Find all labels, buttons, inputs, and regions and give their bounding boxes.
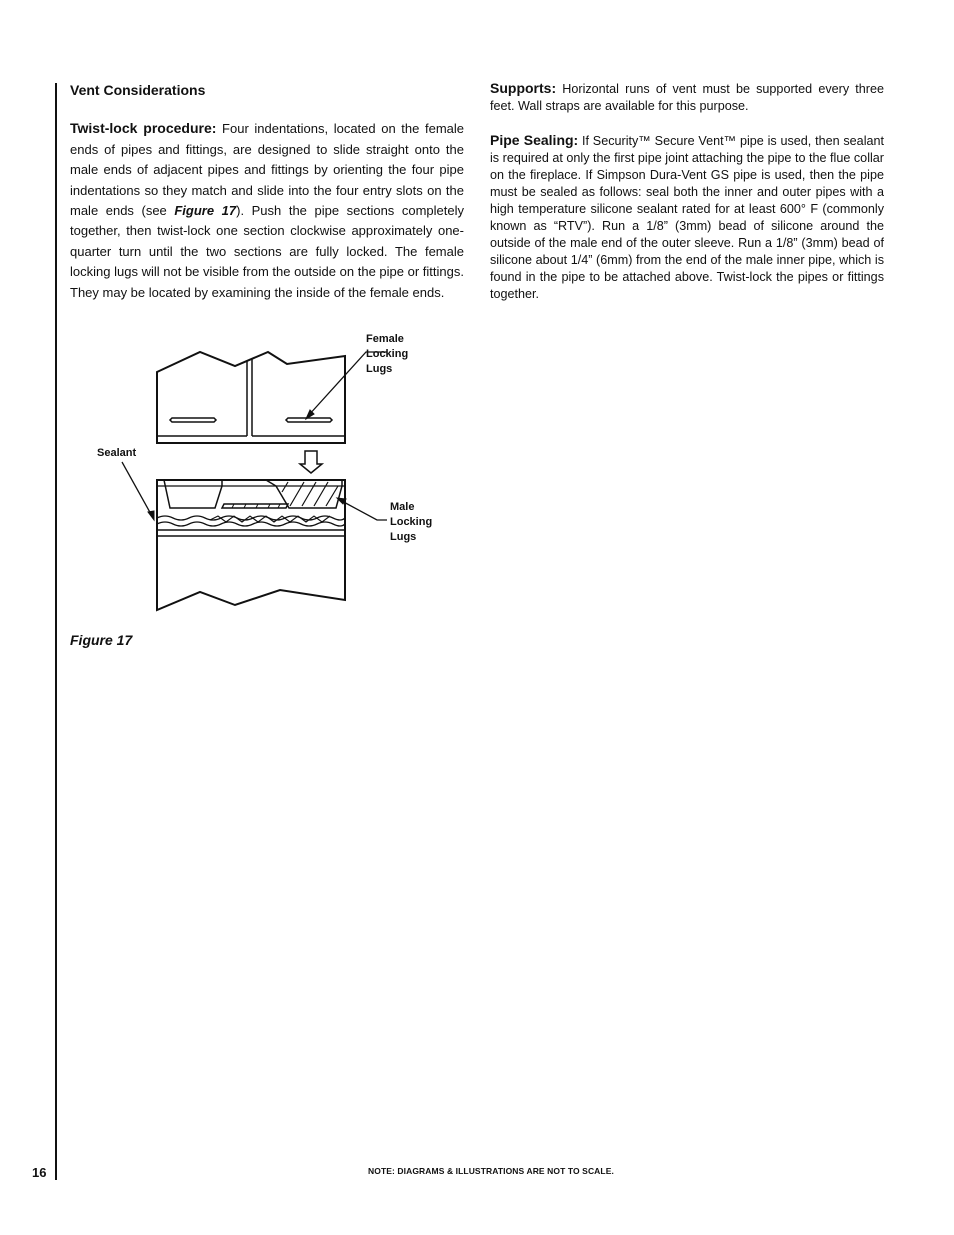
left-column bbox=[70, 80, 464, 303]
twist-lock-text-1: Four indentations, located on the female ends of pipes and fittings, are designed to slide straight onto the male ends of adjacent pipes and fittings by orienting the four pipe indentations so they match and slide into the four entry slots on the male ends (see bbox=[70, 121, 465, 219]
supports-label: Supports: bbox=[490, 80, 557, 96]
female-pipe-section bbox=[157, 352, 345, 443]
leader-sealant-arrow bbox=[148, 511, 154, 520]
sealant-bead-lower bbox=[157, 522, 345, 526]
twist-lock-text-2: ). Push the pipe sections completely together, then twist-lock one section clockwise approximately one-quarter turn until the two sections are fully locked. The female locking lugs will not be visible from the outside on the pipe or fittings. They may be located by examining the inside of the female ends. bbox=[70, 203, 465, 300]
leader-male bbox=[340, 500, 387, 520]
supports-paragraph bbox=[490, 80, 884, 115]
right-column bbox=[490, 80, 884, 303]
pipe-sealing-paragraph bbox=[490, 132, 884, 303]
supports-text: Horizontal runs of vent must be supported every three feet. Wall straps are available for this purpose. bbox=[490, 82, 884, 113]
down-arrow bbox=[300, 451, 322, 473]
female-lug-right bbox=[286, 418, 332, 422]
twist-lock-label: Twist-lock procedure: bbox=[70, 120, 217, 137]
figure-reference: Figure 17 bbox=[174, 203, 237, 219]
section-heading: Vent Considerations bbox=[70, 82, 206, 98]
female-lug-left bbox=[170, 418, 216, 422]
male-pipe-section bbox=[157, 480, 345, 610]
twist-lock-paragraph bbox=[70, 118, 464, 303]
pipe-sealing-label: Pipe Sealing: bbox=[490, 132, 579, 148]
footer-note: NOTE: DIAGRAMS & ILLUSTRATIONS ARE NOT TO SCALE. bbox=[368, 1166, 614, 1176]
page-number: 16 bbox=[32, 1165, 47, 1180]
male-collar-left bbox=[164, 480, 222, 508]
margin-rule bbox=[55, 83, 57, 1180]
pipe-sealing-text: If Security™ Secure Vent™ pipe is used, then sealant is required at only the first pipe joint attaching the pipe to the flue collar on the fireplace. If Simpson Dura-Vent GS pipe is used, then the pipe must be sealed as follows: seal both the inner and outer pipes with a high temperature silicone sealant rated for at least 600° F (commonly known as “RTV”). Run a 1/8” (3mm) bead of silicone around the outside of the male end of the outer sleeve. Run a 1/8” (3mm) bead of silicone about 1/4” (6mm) from the end of the male inner pipe, which is found in the pipe to be attached above. Twist-lock the pipes or fittings together. bbox=[490, 134, 884, 301]
sealant-label: Sealant bbox=[97, 447, 137, 459]
figure-17-diagram bbox=[90, 330, 450, 620]
sealant-zigzag bbox=[210, 516, 330, 522]
male-lugs-label: Male Locking Lugs bbox=[390, 501, 433, 543]
leader-sealant bbox=[122, 462, 152, 516]
figure-caption: Figure 17 bbox=[70, 632, 133, 648]
female-lugs-label: Female Locking Lugs bbox=[366, 333, 409, 375]
